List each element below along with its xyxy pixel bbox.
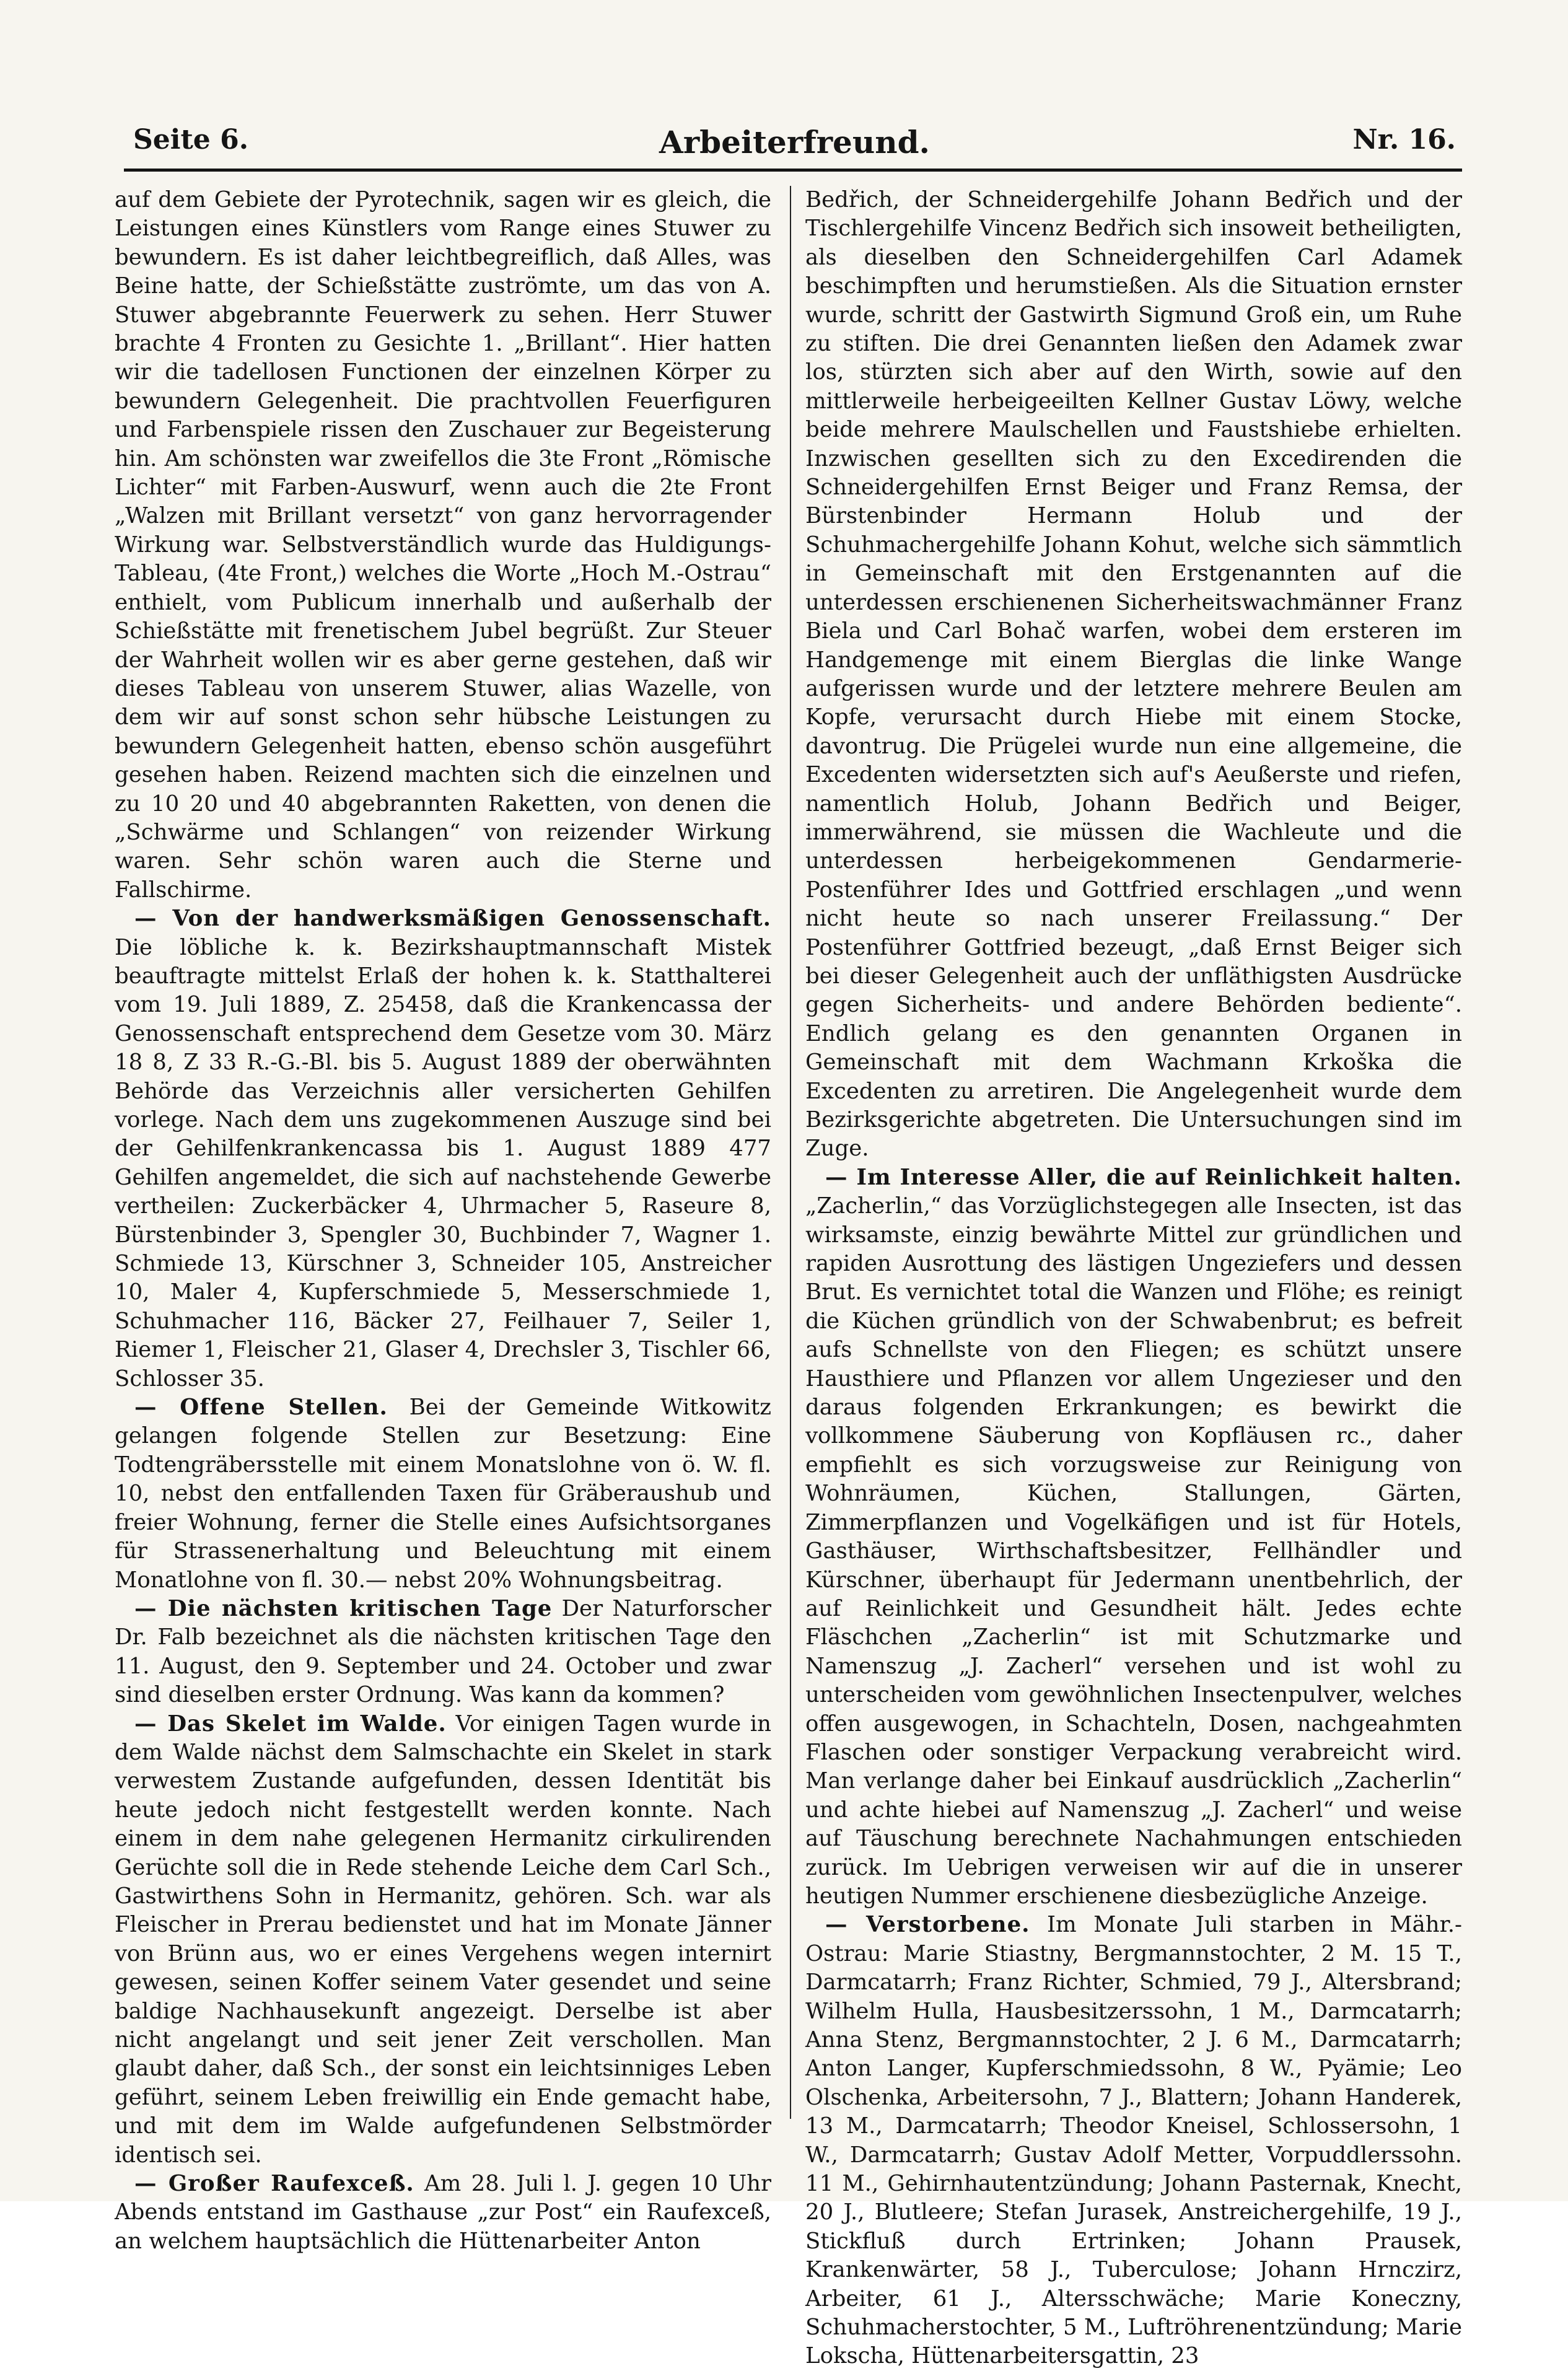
brawl-article-continued: Bedřich, der Schneidergehilfe Johann Bedřich und der Tischlergehilfe Vincenz Bedřich sich insoweit betheiligten, als dieselben den Schneidergehilfen Carl Adamek beschimpften und herumstießen. Als die Situation ernster wurde, schritt der Gastwirth Sigmund Groß ein, um Ruhe zu stiften. Die drei Genannten ließen den Adamek zwar los, stürzten sich aber auf den Wirth, sowie auf den mittlerweile herbeigeeilten Kellner Gustav Löwy, welche beide mehrere Maulschellen und Faustshiebe erhielten. Inzwischen gesellten sich zu den Excedirenden die Schneidergehilfen Ernst Beiger und Franz Remsa, der Bürstenbinder Hermann Holub und der Schuhmachergehilfe Johann Kohut, welche sich sämmtlich in Gemeinschaft mit den Erstgenannten auf die unterdessen erschienenen Sicherheitswachmänner Franz Biela und Carl Bohač warfen, wobei dem ersteren im Handgemenge mit einem Bierglas die linke Wange aufgerissen wurde und der letztere mehrere Beulen am Kopfe, verursacht durch Hiebe mit einem Stocke, davontrug. Die Prügelei wurde nun eine allgemeine, die Excedenten widersetzten sich auf's Aeußerste und riefen, namentlich Holub, Johann Bedřich und Beiger, immerwährend, sie müssen die Wachleute und die unterdessen herbeigekommenen Gendarmerie-Postenführer Ides und Gottfried erschlagen „und wenn nicht heute so nach unserer Freilassung.“ Der Postenführer Gottfried bezeugt, „daß Ernst Beiger sich bei dieser Gelegenheit auch der unfläthigsten Ausdrücke gegen Sicherheits- und andere Behörden bediente“. Endlich gelang es den genannten Organen in Gemeinschaft mit dem Wachmann Krkoška die Excedenten zu arretiren. Die Angelegenheit wurde dem Bezirksgerichte abgetreten. Die Untersuchungen sind im Zuge. (805, 187, 1462, 1162)
left-column (115, 186, 772, 2254)
article-skeleton (115, 1710, 771, 2170)
article-heading: — Großer Raufexceß. (134, 2171, 414, 2197)
fireworks-article-continued: auf dem Gebiete der Pyrotechnik, sagen wir es gleich, die Leistungen eines Künstlers vom Range eines Stuwer zu bewundern. Es ist daher leichtbegreiflich, daß Alles, was Beine hatte, der Schießstätte zuströmte, um das von A. Stuwer abgebrannte Feuerwerk zu sehen. Herr Stuwer brachte 4 Fronten zu Gesichte 1. „Brillant“. Hier hatten wir die tadellosen Functionen der einzelnen Körper zu bewundern Gelegenheit. Die prachtvollen Feuerfiguren und Farbenspiele rissen den Zuschauer zur Begeisterung hin. Am schönsten war zweifellos die 3te Front „Römische Lichter“ mit Farben-Auswurf, wenn auch die 2te Front „Walzen mit Brillant versetzt“ von ganz hervorragender Wirkung war. Selbstverständlich wurde das Huldigungs-Tableau, (4te Front,) welches die Worte „Hoch M.-Ostrau“ enthielt, vom Publicum innerhalb und außerhalb der Schießstätte mit frenetischem Jubel begrüßt. Zur Steuer der Wahrheit wollen wir es aber gerne gestehen, daß wir dieses Tableau von unserem Stuwer, alias Wazelle, von dem wir auf sonst schon sehr hübsche Leistungen zu bewundern Gelegenheit hatten, ebenso schön ausgeführt gesehen haben. Reizend machten sich die einzelnen und zu 10 20 und 40 abgebrannten Raketten, von denen die „Schwärme und Schlangen“ von reizender Wirkung waren. Sehr schön waren auch die Sterne und Fallschirme. (115, 187, 771, 903)
article-zacherlin (805, 1164, 1462, 1911)
page-number-label: Seite 6. (133, 124, 249, 156)
header-rule (124, 169, 1462, 172)
article-critical-days (115, 1595, 771, 1710)
article-body: Im Monate Juli starben in Mähr.-Ostrau: Marie Stiastny, Bergmannstochter, 2 M. 15 T., Darmcatarrh; Franz Richter, Schmied, 79 J., Altersbrand; Wilhelm Hulla, Hausbesitzerssohn, 1 M., Darmcatarrh; Anna Stenz, Bergmannstochter, 2 J. 6 M., Darmcatarrh; Anton Langer, Kupferschmiedssohn, 8 W., Pyämie; Leo Olschenka, Arbeitersohn, 7 J., Blattern; Johann Handerek, 13 M., Darmcatarrh; Theodor Kneisel, Schlossersohn, 1 W., Darmcatarrh; Gustav Adolf Metter, Vorpuddlerssohn. 11 M., Gehirnhautentzündung; Johann Pasternak, Knecht, 20 J., Blutleere; Stefan Jurasek, Anstreichergehilfe, 19 J., Stickfluß durch Ertrinken; Johann Prausek, Krankenwärter, 58 J., Tuberculose; Johann Hrnczirz, Arbeiter, 61 J., Altersschwäche; Marie Koneczny, Schuhmacherstochter, 5 M., Luftröhrenentzündung; Marie Lokscha, Hüttenarbeitersgattin, 23 (805, 1912, 1462, 2369)
article-body: Vor einigen Tagen wurde in dem Walde nächst dem Salmschachte ein Skelet in stark verwestem Zustande aufgefunden, dessen Identität bis heute jedoch nicht festgestellt werden konnte. Nach einem in dem nahe gelegenen Hermanitz cirkulirenden Gerüchte soll die in Rede stehende Leiche dem Carl Sch., Gastwirthens Sohn in Hermanitz, gehören. Sch. war als Fleischer in Prerau bedienstet und hat im Monate Jänner von Brünn aus, wo er eines Vergehens wegen internirt gewesen, seinen Koffer seinem Vater gesendet und seine baldige Nachhausekunft angezeigt. Derselbe ist aber nicht angelangt und seit jener Zeit verschollen. Man glaubt daher, daß Sch., der sonst ein leichtsinniges Leben geführt, seinem Leben freiwillig ein Ende gemacht habe, und mit dem im Walde aufgefundenen Selbstmörder identisch sei. (115, 1711, 771, 2168)
masthead-title: Arbeiterfreund. (659, 124, 930, 160)
article-body: Am 28. Juli l. J. gegen 10 Uhr Abends entstand im Gasthause „zur Post“ ein Raufexceß, an welchem hauptsächlich die Hüttenarbeiter Anton (115, 2171, 771, 2254)
right-column (805, 186, 1462, 2369)
article-brawl (115, 2170, 771, 2256)
article-heading: — Das Skelet im Walde. (134, 1711, 447, 1737)
article-body: Die löbliche k. k. Bezirkshauptmannschaft Mistek beauftragte mittelst Erlaß der hohen k. k. Statthalterei vom 19. Juli 1889, Z. 25458, daß die Krankencassa der Genossenschaft entsprechend dem Gesetze vom 30. März 18 8, Z 33 R.-G.-Bl. bis 5. August 1889 der oberwähnten Behörde das Verzeichnis aller versicherten Gehilfen vorlege. Nach dem uns zugekommenen Auszuge sind bei der Gehilfenkrankencassa bis 1. August 1889 477 Gehilfen angemeldet, die sich auf nachstehende Gewerbe vertheilen: Zuckerbäcker 4, Uhrmacher 5, Raseure 8, Bürstenbinder 3, Spengler 30, Buchbinder 7, Wagner 1. Schmiede 13, Kürschner 3, Schneider 105, Anstreicher 10, Maler 4, Kupferschmiede 5, Messerschmiede 1, Schuhmacher 116, Bäcker 27, Feilhauer 7, Seiler 1, Riemer 1, Fleischer 21, Glaser 4, Drechsler 3, Tischler 66, Schlosser 35. (115, 934, 771, 1391)
article-heading: — Die nächsten kritischen Tage (134, 1595, 553, 1621)
article-heading: — Im Interesse Aller, die auf Reinlichkeit halten. (825, 1164, 1462, 1190)
column-divider (790, 186, 791, 2119)
article-body: Der Naturforscher Dr. Falb bezeichnet als die nächsten kritischen Tage den 11. August, den 9. September und 24. October und zwar sind dieselben erster Ordnung. Was kann da kommen? (115, 1595, 771, 1708)
article-open-positions (115, 1393, 771, 1595)
issue-number: Nr. 16. (1352, 124, 1456, 156)
article-deceased (805, 1911, 1462, 2371)
page-header (133, 124, 1456, 161)
article-body: „Zacherlin,“ das Vorzüglichstegegen alle Insecten, ist das wirksamste, einzig bewährte Mittel zur gründlichen und rapiden Ausrottung des lästigen Ungeziefers und dessen Brut. Es vernichtet total die Wanzen und Flöhe; es reinigt die Küchen gründlich von der Schwabenbrut; es befreit aufs Schnellste von den Fliegen; es schützt unsere Hausthiere und Pflanzen vor allem Ungezieser und den daraus folgenden Erkrankungen; es bewirkt die vollkommene Säuberung von Kopfläusen rc., daher empfiehlt es sich vorzugsweise zur Reinigung von Wohnräumen, Küchen, Stallungen, Gärten, Zimmerpflanzen und Vogelkäfigen und ist für Hotels, Gasthäuser, Wirthschaftsbesitzer, Fellhändler und Kürschner, überhaupt für Jedermann unentbehrlich, der auf Reinlichkeit und Gesundheit hält. Jedes echte Fläschchen „Zacherlin“ ist mit Schutzmarke und Namenszug „J. Zacherl“ versehen und ist wohl zu unterscheiden vom gewöhnlichen Insectenpulver, welches offen ausgewogen, in Schachteln, Dosen, nachgeahmten Flaschen oder sonstiger Verpackung verabreicht wird. Man verlange daher bei Einkauf ausdrücklich „Zacherlin“ und achte hiebei auf Namenszug „J. Zacherl“ und weise auf Täuschung berechnete Nachahmungen entschieden zurück. Im Uebrigen verweisen wir auf die in unserer heutigen Nummer erschienene diesbezügliche Anzeige. (805, 1193, 1462, 1909)
article-heading: — Offene Stellen. (134, 1395, 388, 1421)
article-guild (115, 905, 771, 1393)
article-heading: — Von der handwerksmäßigen Genossenschaft. (134, 906, 771, 932)
article-heading: — Verstorbene. (825, 1912, 1030, 1938)
article-body: Bei der Gemeinde Witkowitz gelangen folgende Stellen zur Besetzung: Eine Todtengräbersstelle mit einem Monatslohne von ö. W. fl. 10, nebst den entfallenden Taxen für Gräberaushub und freier Wohnung, ferner die Stelle eines Aufsichtsorganes für Strassenerhaltung und Beleuchtung mit einem Monatlohne von fl. 30.— nebst 20% Wohnungsbeitrag. (115, 1395, 772, 1593)
